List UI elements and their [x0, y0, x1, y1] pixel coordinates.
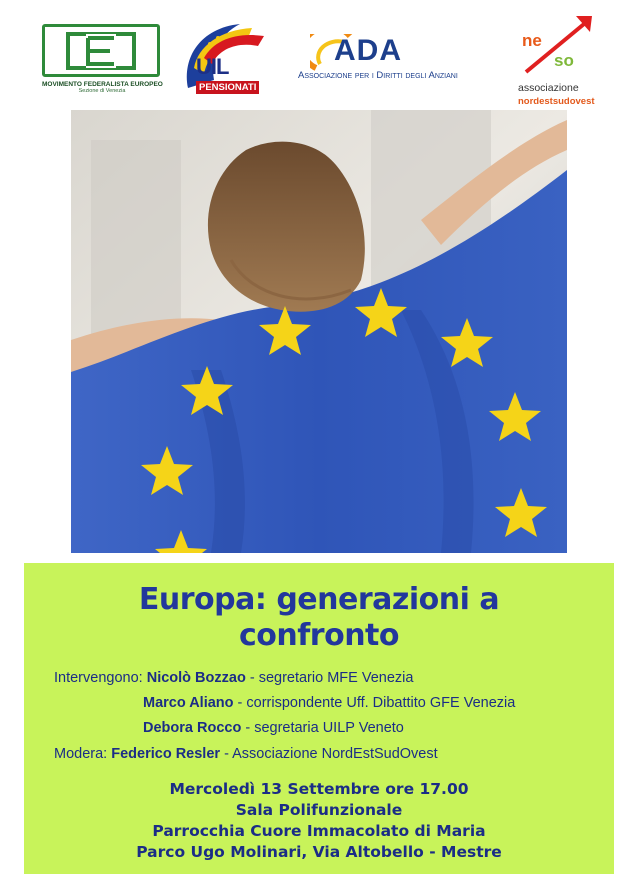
mfe-e-icon: [66, 32, 136, 70]
speaker-role: - corrispondente Uff. Dibattito GFE Venezia: [233, 695, 516, 711]
moderator-label: Modera:: [54, 746, 108, 762]
event-title: [24, 582, 614, 654]
speaker-role: - segretario MFE Venezia: [245, 670, 414, 686]
mfe-logo-icon: [42, 24, 164, 99]
speaker-role: - segretaria UILP Veneto: [241, 720, 404, 736]
uil-logo-icon: [180, 18, 282, 100]
eu-flag-photo: [71, 110, 567, 553]
title-line-1: Europa: generazioni a: [138, 582, 500, 617]
speaker-name: Nicolò Bozzao: [146, 670, 246, 686]
title-line-2: confronto: [238, 618, 400, 653]
ada-logo-icon: [296, 34, 508, 90]
event-datetime: Mercoledì 13 Settembre ore 17.00: [169, 780, 469, 798]
mfe-section: Sezione di Venezia: [78, 88, 126, 94]
event-details: [24, 779, 614, 863]
speakers-intro-label: Intervengono:: [54, 670, 143, 686]
neso-mark-top: ne: [522, 31, 542, 50]
mfe-name: MOVIMENTO FEDERALISTA EUROPEO: [42, 81, 163, 88]
event-address: Parco Ugo Molinari, Via Altobello - Mestre: [136, 843, 502, 861]
neso-logo-icon: [514, 10, 604, 108]
mfe-emblem: [42, 24, 160, 77]
neso-emblem: [514, 10, 604, 82]
speaker-row-1: [54, 670, 413, 686]
uil-pensionati: PENSIONATI: [196, 81, 259, 94]
event-parish: Parrocchia Cuore Immacolato di Maria: [152, 822, 486, 840]
moderator-name: Federico Resler: [111, 746, 221, 762]
neso-name: nordestsudovest: [518, 96, 595, 107]
neso-mark-bottom: so: [554, 51, 574, 70]
moderator-row: [54, 746, 438, 762]
speaker-row-2: [143, 695, 515, 711]
uil-word: UIL: [196, 54, 229, 79]
moderator-role: - Associazione NordEstSudOvest: [220, 746, 438, 762]
neso-assoc: associazione: [518, 82, 579, 94]
event-room: Sala Polifunzionale: [235, 801, 403, 819]
ada-subtitle: Associazione per i Diritti degli Anziani: [298, 70, 458, 81]
speaker-name: Debora Rocco: [143, 720, 242, 736]
speaker-row-3: [143, 720, 404, 736]
speaker-name: Marco Aliano: [143, 695, 234, 711]
ada-word: ADA: [334, 34, 402, 67]
